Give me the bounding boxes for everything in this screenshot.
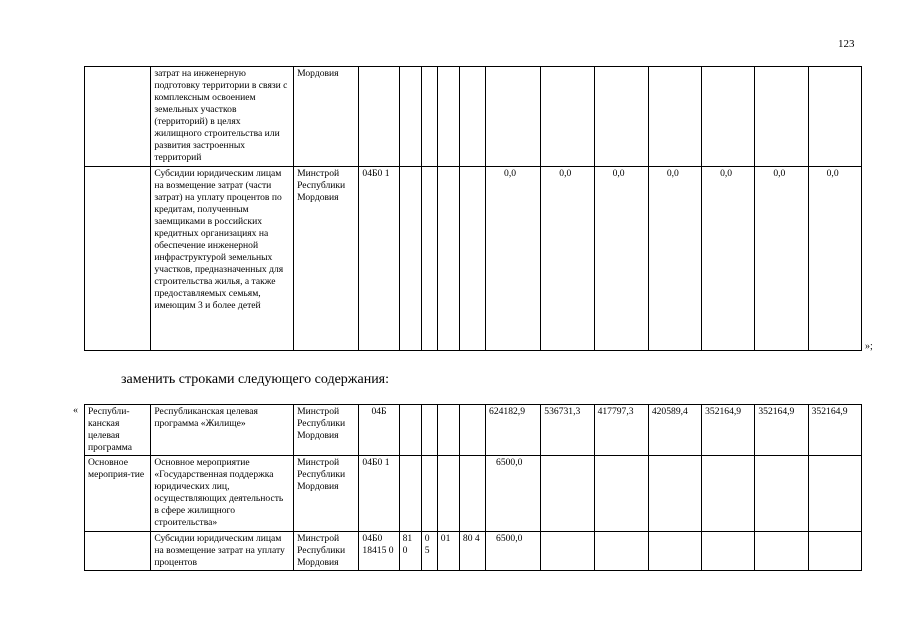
cell-status: Республи-канская целевая программа (85, 405, 151, 456)
cell-code (399, 167, 421, 351)
cell-name: Основное мероприятие «Государственная поддержка юридических лиц, осуществляющих деятельность в сфере жилищного строительства» (151, 456, 294, 532)
cell-name: Субсидии юридическим лицам на возмещение затрат (части затрат) на уплату процентов по кредитам, полученным заемщиками в российских кредитных организациях на обеспечение инженерной инфраструктурой земельных участков, предназначенных для строительства жилья, а также предоставляемых семьям, имеющим 3 и более детей (151, 167, 294, 351)
cell-value: 0,0 (486, 167, 541, 351)
cell-status (85, 532, 151, 571)
cell-value (648, 67, 701, 167)
cell-code (459, 456, 485, 532)
cell-code (399, 405, 421, 456)
cell-value: 536731,3 (541, 405, 594, 456)
cell-status: Основное мероприя-тие (85, 456, 151, 532)
cell-status (85, 167, 151, 351)
cell-value (755, 67, 808, 167)
cell-code: 04Б0 18415 0 (359, 532, 399, 571)
cell-code (437, 167, 459, 351)
cell-code (437, 405, 459, 456)
cell-code: 04Б (359, 405, 399, 456)
table-row (85, 532, 862, 571)
cell-value: 352164,9 (808, 405, 861, 456)
cell-name: Республиканская целевая программа «Жилище» (151, 405, 294, 456)
budget-table-new (84, 404, 862, 571)
cell-executor: Минстрой Республики Мордовия (294, 167, 359, 351)
cell-code: 80 4 (459, 532, 485, 571)
cell-code (459, 167, 485, 351)
cell-value (755, 456, 808, 532)
cell-code (421, 67, 437, 167)
cell-value: 0,0 (648, 167, 701, 351)
cell-value: 6500,0 (486, 456, 541, 532)
cell-value (702, 532, 755, 571)
cell-value: 417797,3 (594, 405, 648, 456)
table-row (85, 405, 862, 456)
cell-value: 6500,0 (486, 532, 541, 571)
cell-code: 01 (437, 532, 459, 571)
cell-value (648, 456, 701, 532)
table-row (85, 167, 862, 351)
cell-value (486, 67, 541, 167)
cell-value (541, 532, 594, 571)
page-number: 123 (838, 38, 855, 50)
cell-code: 81 0 (399, 532, 421, 571)
cell-executor: Минстрой Республики Мордовия (294, 405, 359, 456)
cell-code (437, 67, 459, 167)
replace-phrase: заменить строками следующего содержания: (121, 372, 390, 387)
cell-executor: Минстрой Республики Мордовия (294, 532, 359, 571)
cell-value: 0,0 (755, 167, 808, 351)
cell-value (702, 456, 755, 532)
cell-value: 420589,4 (648, 405, 701, 456)
cell-code (399, 456, 421, 532)
opening-quote: « (73, 405, 78, 416)
cell-value (702, 67, 755, 167)
cell-value (808, 456, 861, 532)
cell-code: 04Б0 1 (359, 456, 399, 532)
cell-code (421, 405, 437, 456)
cell-code (421, 167, 437, 351)
cell-executor: Минстрой Республики Мордовия (294, 456, 359, 532)
cell-value (594, 67, 648, 167)
cell-name: Субсидии юридическим лицам на возмещение затрат на уплату процентов (151, 532, 294, 571)
cell-value: 352164,9 (702, 405, 755, 456)
cell-value: 0,0 (702, 167, 755, 351)
cell-value: 0,0 (541, 167, 594, 351)
cell-value (755, 532, 808, 571)
table-row (85, 67, 862, 167)
cell-value: 0,0 (808, 167, 861, 351)
cell-name: затрат на инженерную подготовку территории в связи с комплексным освоением земельных участков (территорий) в целях жилищного строительства или развития застроенных территорий (151, 67, 294, 167)
closing-quote: »; (865, 341, 873, 352)
cell-value: 0,0 (594, 167, 648, 351)
cell-code (399, 67, 421, 167)
table-row (85, 456, 862, 532)
cell-code (359, 67, 399, 167)
cell-code (459, 405, 485, 456)
cell-value: 352164,9 (755, 405, 808, 456)
cell-value (541, 456, 594, 532)
cell-code (437, 456, 459, 532)
cell-code: 04Б0 1 (359, 167, 399, 351)
cell-value (808, 532, 861, 571)
cell-value (808, 67, 861, 167)
cell-code (459, 67, 485, 167)
budget-table-old (84, 66, 862, 351)
cell-code (421, 456, 437, 532)
cell-code: 0 5 (421, 532, 437, 571)
cell-executor: Мордовия (294, 67, 359, 167)
cell-value: 624182,9 (486, 405, 541, 456)
cell-value (648, 532, 701, 571)
cell-status (85, 67, 151, 167)
cell-value (594, 532, 648, 571)
cell-value (594, 456, 648, 532)
cell-value (541, 67, 594, 167)
